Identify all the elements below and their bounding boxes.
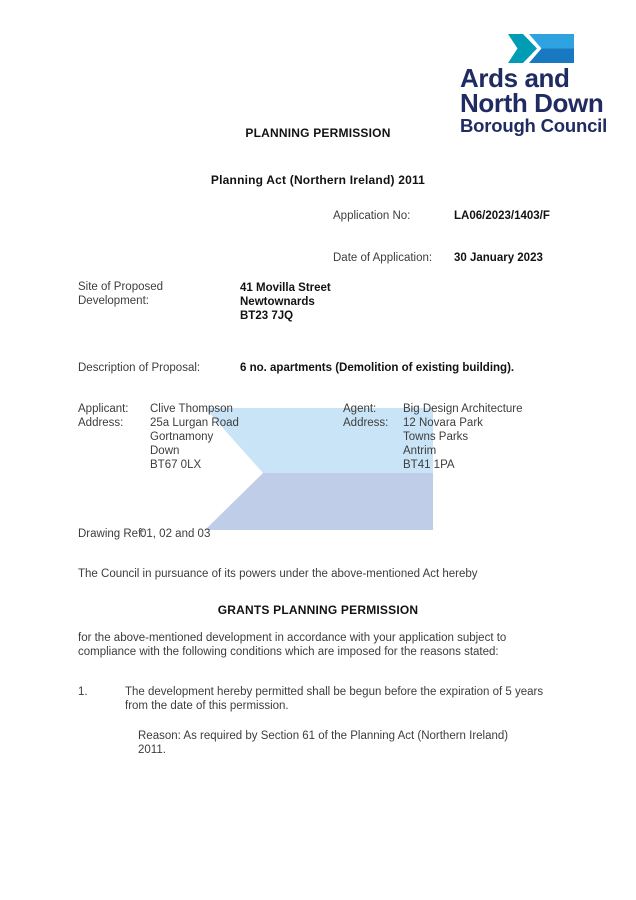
- agent-address-line: Antrim: [403, 445, 437, 457]
- application-date-label: Date of Application:: [333, 252, 433, 264]
- applicant-address-label: Address:: [78, 417, 124, 429]
- applicant-address-line: BT67 0LX: [150, 459, 202, 471]
- conditions-intro: [78, 632, 506, 659]
- agent-address-line: Towns Parks: [403, 431, 469, 443]
- agent-address-line: 12 Novara Park: [403, 417, 483, 429]
- agent-address-label: Address:: [343, 417, 389, 429]
- conditions-intro-line: for the above-mentioned development in accordance with your application subject to: [78, 632, 507, 644]
- condition-reason-line: Reason: As required by Section 61 of the Planning Act (Northern Ireland): [138, 730, 509, 742]
- site-label-line-1: Site of Proposed: [78, 281, 164, 293]
- site-address-line: BT23 7JQ: [240, 310, 294, 322]
- site-address-line: Newtownards: [240, 296, 315, 308]
- applicant-name: Clive Thompson: [150, 403, 233, 415]
- site-address-line: 41 Movilla Street: [240, 282, 331, 294]
- condition-reason: [138, 729, 508, 757]
- site-label-line-2: Development:: [78, 294, 149, 307]
- applicant-address-line: 25a Lurgan Road: [150, 417, 239, 429]
- condition-reason-line: 2011.: [138, 744, 166, 756]
- proposal-value: 6 no. apartments (Demolition of existing building).: [240, 362, 515, 374]
- condition-text-line: from the date of this permission.: [125, 700, 289, 712]
- application-no-label: Application No:: [333, 210, 411, 222]
- site-label: [78, 281, 163, 308]
- logo-chevron: [508, 34, 537, 63]
- condition-text-line: The development hereby permitted shall be begun before the expiration of 5 years: [125, 686, 544, 698]
- drawing-ref-value: 01, 02 and 03: [140, 528, 211, 540]
- applicant-address-line: Gortnamony: [150, 431, 214, 443]
- logo-line-1: Ards and: [460, 63, 570, 93]
- council-logo-flag-icon: [507, 33, 575, 64]
- grants-heading: GRANTS PLANNING PERMISSION: [217, 603, 419, 617]
- applicant-address-line: Down: [150, 445, 180, 457]
- act-heading: Planning Act (Northern Ireland) 2011: [210, 173, 426, 187]
- applicant-details: [150, 402, 239, 472]
- applicant-label: Applicant:: [78, 403, 129, 415]
- application-date-value: 30 January 2023: [454, 252, 543, 264]
- site-address: [240, 281, 331, 323]
- agent-label: Agent:: [343, 403, 377, 415]
- watermark-arrow-top: [205, 408, 433, 473]
- agent-details: [403, 402, 523, 472]
- watermark-arrow-bottom: [205, 473, 433, 530]
- logo-flag-bottom: [529, 49, 574, 64]
- agent-labels: [343, 402, 388, 430]
- council-statement: The Council in pursuance of its powers under the above-mentioned Act hereby: [78, 568, 478, 580]
- application-no-value: LA06/2023/1403/F: [454, 210, 550, 222]
- agent-address-line: BT41 1PA: [403, 459, 455, 471]
- condition-text: [125, 685, 543, 713]
- proposal-label: Description of Proposal:: [78, 362, 201, 374]
- agent-name: Big Design Architecture: [403, 403, 523, 415]
- logo-flag-top: [529, 34, 574, 49]
- document-title: PLANNING PERMISSION: [245, 126, 391, 140]
- logo-line-2: North Down: [460, 88, 604, 118]
- drawing-ref-label: Drawing Ref:: [78, 528, 145, 540]
- conditions-intro-line: compliance with the following conditions which are imposed for the reasons stated:: [78, 645, 499, 658]
- applicant-labels: [78, 402, 129, 430]
- condition-number: 1.: [78, 686, 88, 698]
- logo-line-3: Borough Council: [460, 115, 608, 136]
